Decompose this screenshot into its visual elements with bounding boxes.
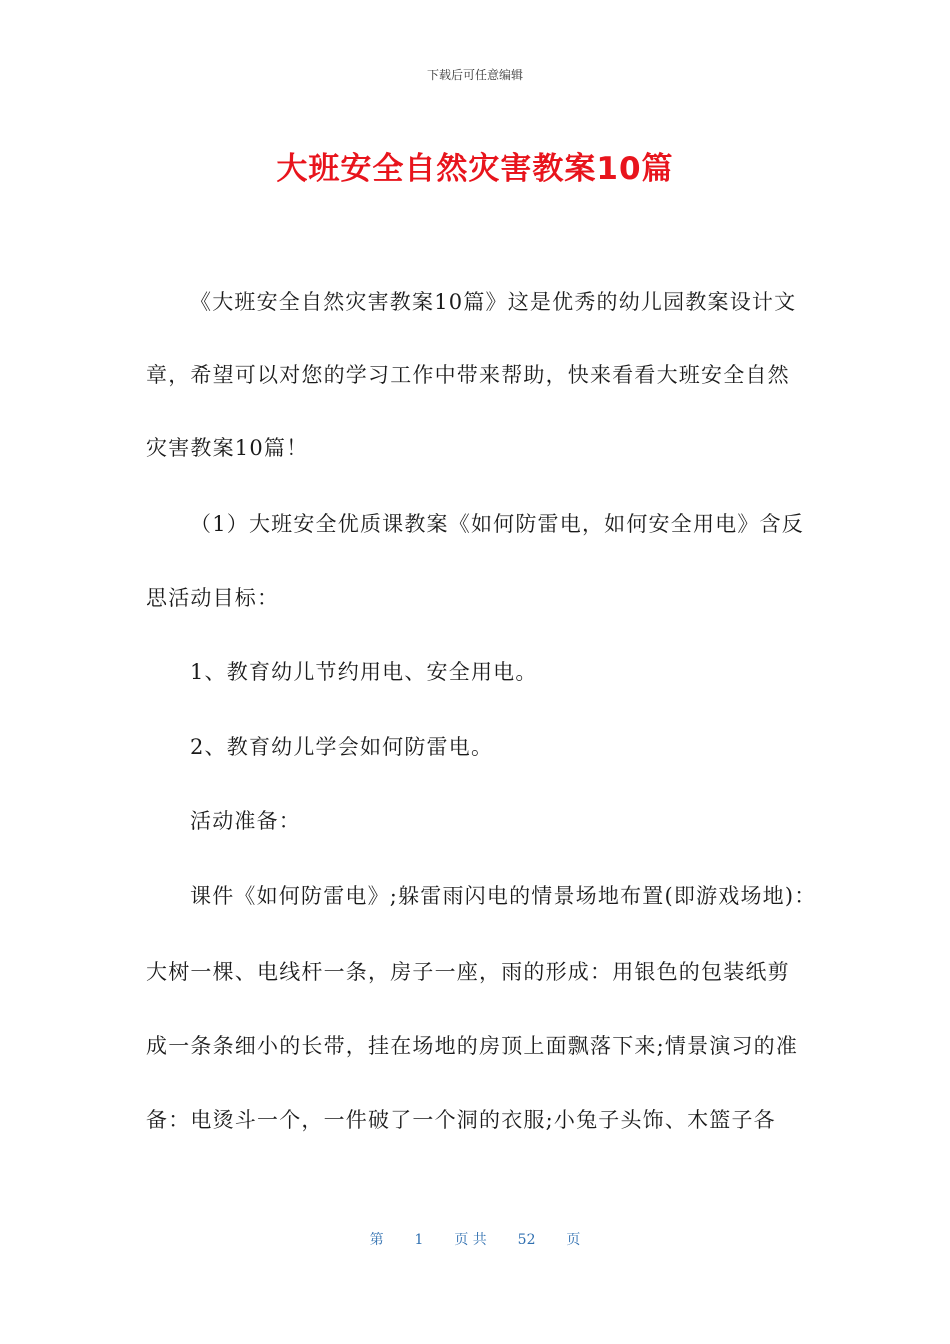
body-line-2: 章，希望可以对您的学习工作中带来帮助，快来看看大班安全自然	[146, 363, 790, 387]
footer-suffix: 页	[566, 1232, 581, 1248]
body-line-12: 备：电烫斗一个，一件破了一个洞的衣服;小兔子头饰、木篮子各	[146, 1108, 776, 1132]
body-line-6: 1、教育幼儿节约用电、安全用电。	[190, 660, 538, 684]
footer-middle: 页 共	[454, 1232, 487, 1248]
page-footer	[0, 1229, 950, 1249]
body-line-3: 灾害教案10篇！	[146, 436, 309, 460]
document-title: 大班安全自然灾害教案10篇	[276, 151, 674, 187]
footer-prefix: 第	[369, 1232, 384, 1248]
header-note: 下载后可任意编辑	[426, 68, 523, 82]
body-line-8: 活动准备：	[190, 809, 301, 833]
footer-current-page: 1	[414, 1232, 424, 1248]
body-line-4: （1）大班安全优质课教案《如何防雷电，如何安全用电》含反	[190, 512, 804, 536]
body-line-1: 《大班安全自然灾害教案10篇》这是优秀的幼儿园教案设计文	[190, 290, 797, 314]
footer-total-pages: 52	[517, 1232, 536, 1248]
body-line-5: 思活动目标：	[146, 586, 280, 610]
body-line-11: 成一条条细小的长带，挂在场地的房顶上面飘落下来;情景演习的准	[146, 1034, 799, 1058]
body-line-7: 2、教育幼儿学会如何防雷电。	[190, 735, 494, 759]
body-line-10: 大树一棵、电线杆一条，房子一座，雨的形成：用银色的包装纸剪	[146, 960, 790, 984]
body-line-9: 课件《如何防雷电》;躲雷雨闪电的情景场地布置(即游戏场地)：	[190, 884, 817, 908]
